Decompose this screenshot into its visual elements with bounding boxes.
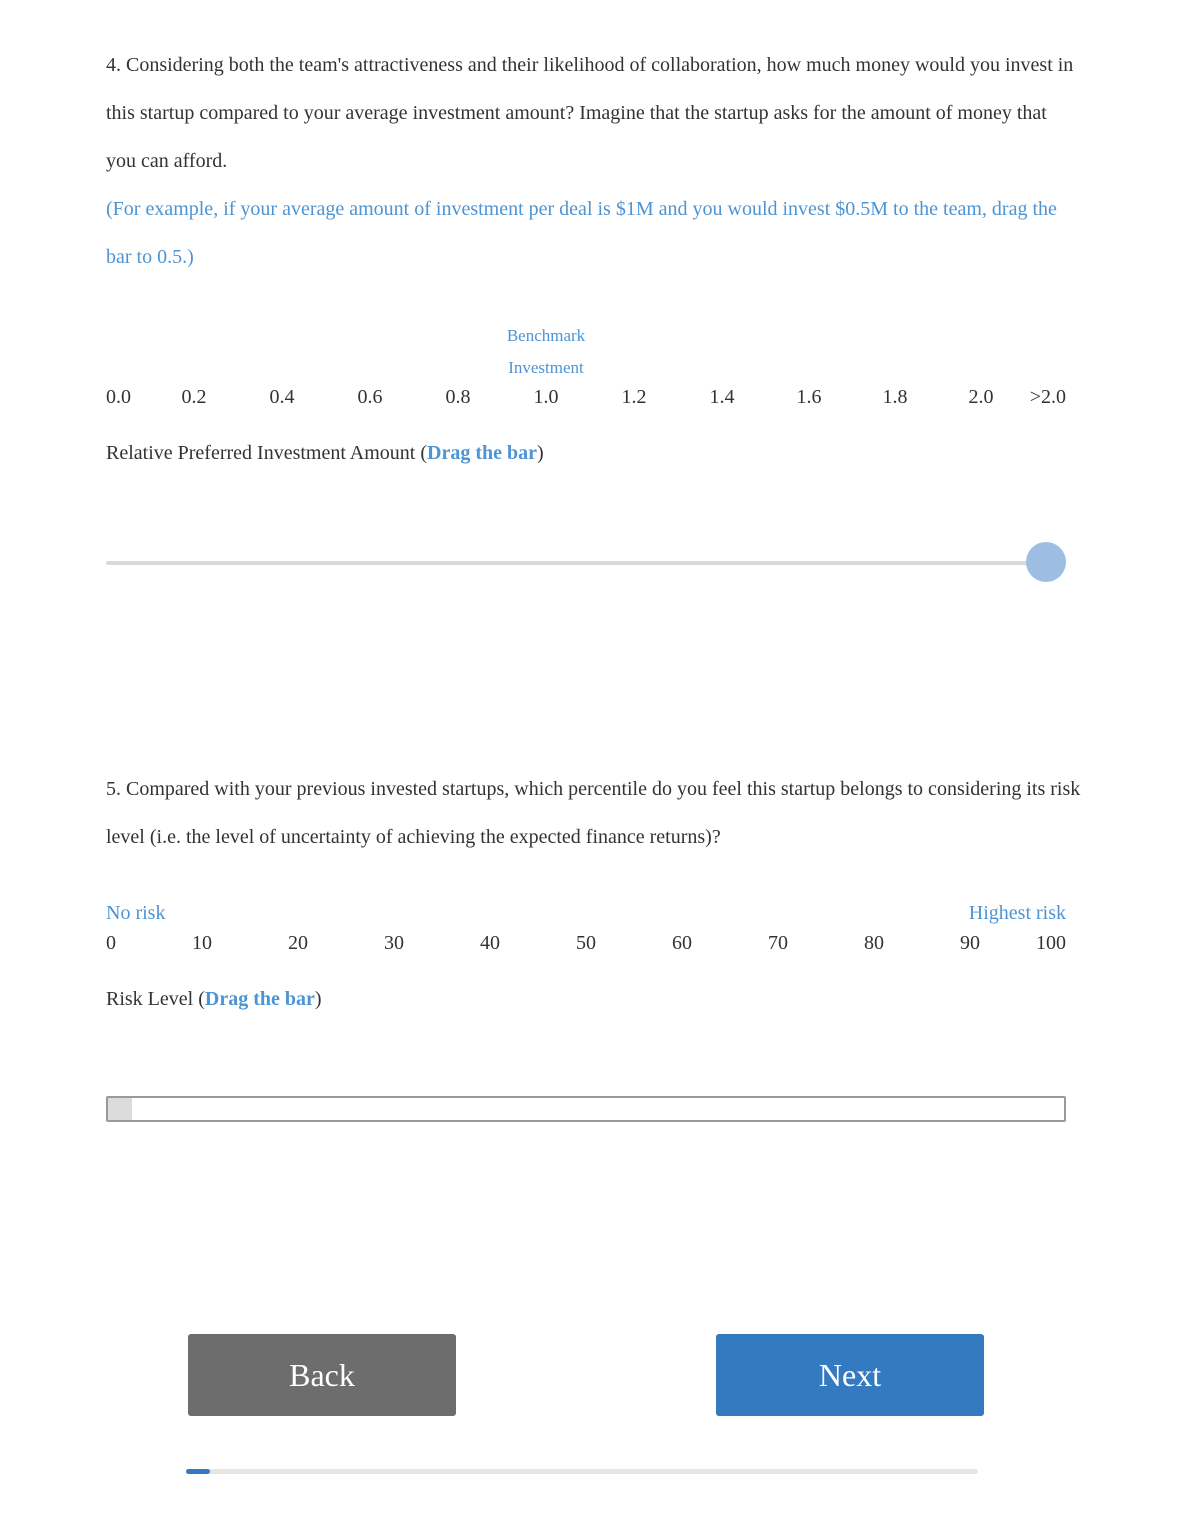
q4-slider-label xyxy=(106,442,544,465)
q4-tick: 0.4 xyxy=(269,386,295,408)
q5-tick: 70 xyxy=(768,932,788,954)
benchmark-label xyxy=(507,320,585,384)
survey-progress-fill xyxy=(186,1469,210,1474)
q4-drag-the-bar-text: Drag the bar xyxy=(427,442,537,464)
q5-label-prefix: Risk Level ( xyxy=(106,988,205,1010)
back-button[interactable]: Back xyxy=(188,1334,456,1416)
investment-slider-handle[interactable] xyxy=(1026,542,1066,582)
q5-slider-label xyxy=(106,988,322,1011)
no-risk-label: No risk xyxy=(106,902,166,924)
q4-tick: 0.0 xyxy=(106,386,131,408)
q5-tick: 100 xyxy=(1036,932,1066,954)
q5-drag-the-bar-text: Drag the bar xyxy=(204,988,315,1010)
risk-level-bar[interactable] xyxy=(106,1096,1066,1122)
q4-tick: 0.8 xyxy=(445,386,471,408)
q5-tick: 10 xyxy=(192,932,212,954)
q5-label-suffix: ) xyxy=(314,988,322,1010)
next-button[interactable]: Next xyxy=(716,1334,984,1416)
q4-example-hint: (For example, if your average amount of investment per deal is $1M and you would invest $0.5M to the team, drag the bar to 0.5.) xyxy=(106,198,1057,268)
q5-tick: 40 xyxy=(480,932,500,954)
q4-question-text: 4. Considering both the team's attractiveness and their likelihood of collaboration, how much money would you invest in this startup compared to your average investment amount? Imagine that the startup asks for the amount of money that you can afford. xyxy=(106,54,1074,172)
investment-slider-track[interactable] xyxy=(106,561,1066,565)
q4-label-prefix: Relative Preferred Investment Amount ( xyxy=(106,442,428,464)
q4-tick: >2.0 xyxy=(1029,386,1066,408)
benchmark-line2: Investment xyxy=(508,358,584,377)
benchmark-line1: Benchmark xyxy=(506,326,586,345)
survey-progress-bar xyxy=(186,1469,978,1474)
q5-tick: 60 xyxy=(672,932,692,954)
q4-tick: 1.4 xyxy=(709,386,735,408)
q4-tick: 0.6 xyxy=(357,386,383,408)
q4-tick: 1.0 xyxy=(533,386,559,408)
highest-risk-label: Highest risk xyxy=(968,902,1066,924)
q5-tick: 50 xyxy=(576,932,596,954)
q5-tick: 90 xyxy=(960,932,980,954)
q4-tick: 1.8 xyxy=(882,386,908,408)
q5-tick: 30 xyxy=(384,932,404,954)
q4-tick: 0.2 xyxy=(181,386,207,408)
q4-tick: 1.6 xyxy=(796,386,822,408)
q4-label-suffix: ) xyxy=(537,442,544,464)
q4-tick: 1.2 xyxy=(621,386,647,408)
q5-tick: 0 xyxy=(106,932,116,954)
q5-tick: 80 xyxy=(864,932,884,954)
q5-question-text: 5. Compared with your previous invested startups, which percentile do you feel this startup belongs to considering its risk level (i.e. the level of uncertainty of achieving the expected finance returns)? xyxy=(106,778,1081,848)
risk-level-bar-fill[interactable] xyxy=(108,1098,132,1120)
q4-tick: 2.0 xyxy=(968,386,994,408)
q5-tick: 20 xyxy=(288,932,308,954)
